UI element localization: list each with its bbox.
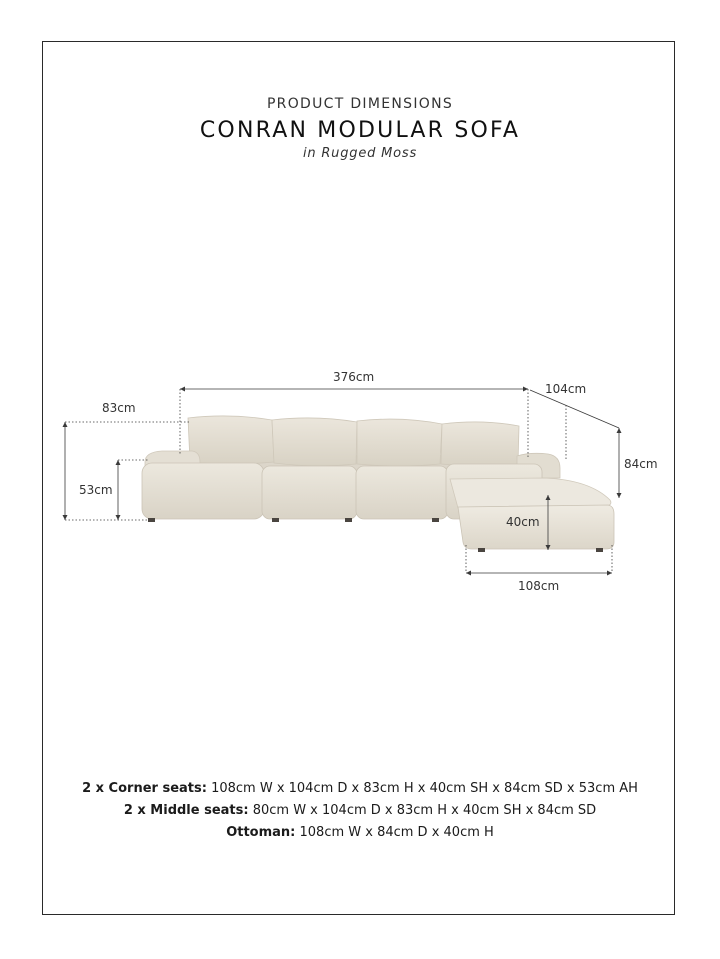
sofa-illustration [142,416,614,552]
middle-seat-1 [262,466,357,519]
arrow-icon [63,422,68,427]
arrow-icon [116,515,121,520]
eyebrow-heading: PRODUCT DIMENSIONS [266,96,454,112]
label-ottoman-width: 108cm [518,579,560,593]
spec-middle-seats [0,800,720,822]
back-cushion-1 [188,416,274,464]
spec-label: Ottoman: [226,825,296,840]
arrow-icon [180,387,185,392]
sofa-foot [148,518,155,522]
back-cushion-3 [357,419,442,466]
sofa-foot [432,518,439,522]
back-cushion-4 [441,422,519,466]
arrow-icon [617,493,622,498]
label-depth: 104cm [545,382,587,396]
spec-value: 108cm W x 104cm D x 83cm H x 40cm SH x 84cm SD x 53cm AH [206,781,638,796]
spec-value: 80cm W x 104cm D x 83cm H x 40cm SH x 84cm SD [248,803,597,818]
product-title: CONRAN MODULAR SOFA [199,118,521,143]
spec-label: 2 x Middle seats: [123,803,249,818]
arrow-icon [116,460,121,465]
sofa-foot [345,518,352,522]
spec-label: 2 x Corner seats: [82,781,207,796]
arrow-icon [523,387,528,392]
spec-list [0,778,720,844]
corner-seat-left [142,463,264,519]
spec-value: 108cm W x 84cm D x 40cm H [295,825,494,840]
sofa-foot [478,548,485,552]
sofa-foot [596,548,603,552]
ottoman-top [450,478,611,508]
arrow-icon [63,515,68,520]
label-arm-height: 53cm [79,483,113,497]
spec-ottoman [0,822,720,844]
label-seat-height: 40cm [506,515,540,529]
arrow-icon [466,571,471,576]
label-overall-width: 376cm [333,370,375,384]
label-height: 83cm [102,401,136,415]
back-cushion-2 [272,418,357,466]
spec-corner-seats [0,778,720,800]
arrow-icon [617,428,622,433]
middle-seat-2 [356,466,448,519]
sofa-foot [272,518,279,522]
product-subtitle: in Rugged Moss [302,146,418,161]
label-seat-depth: 84cm [624,457,658,471]
arrow-icon [607,571,612,576]
